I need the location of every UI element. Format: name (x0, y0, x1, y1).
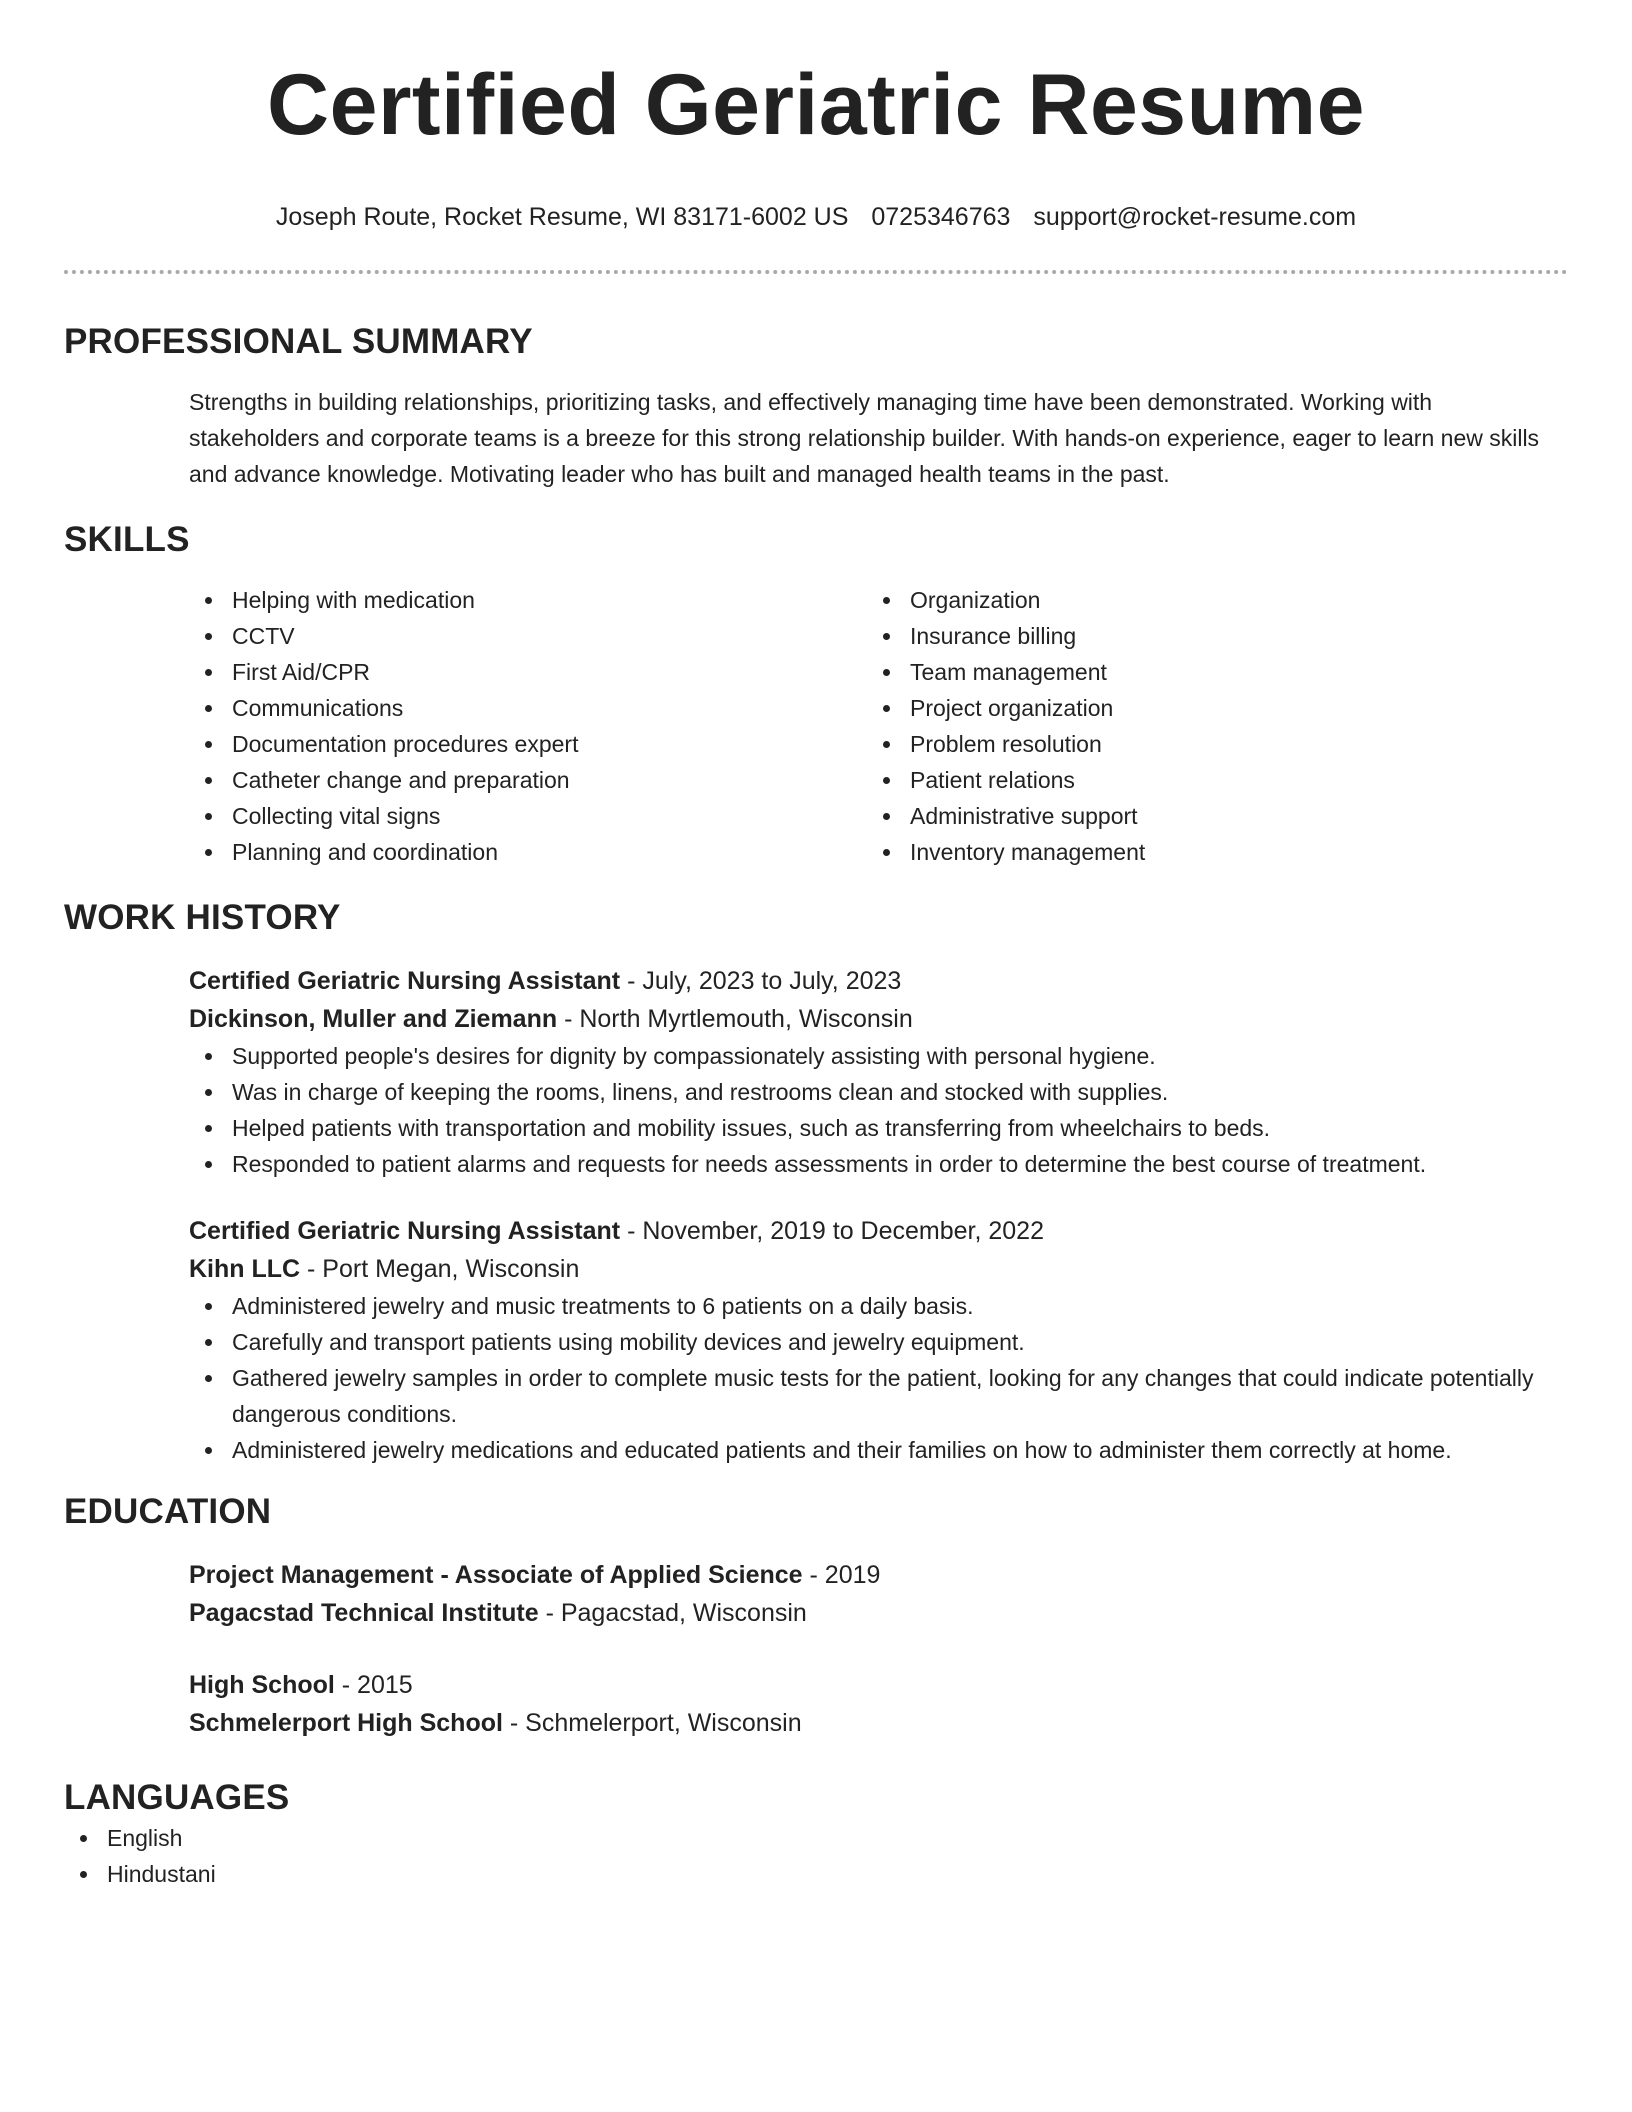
contact-email: support@rocket-resume.com (1033, 203, 1357, 231)
skill-item: First Aid/CPR (189, 654, 867, 690)
skill-item: Problem resolution (867, 726, 1545, 762)
job-duty: Administered jewelry and music treatments to 6 patients on a daily basis. (189, 1288, 1568, 1324)
degree-line (189, 1666, 1568, 1704)
skill-item: Project organization (867, 690, 1545, 726)
job-entry (189, 1212, 1568, 1468)
job-duties (189, 1288, 1568, 1468)
languages-heading: LANGUAGES (64, 1778, 290, 1817)
school-line (189, 1704, 1568, 1742)
graduation-year: - 2015 (334, 1671, 413, 1699)
job-duty: Was in charge of keeping the rooms, linens, and restrooms clean and stocked with supplies. (189, 1074, 1568, 1110)
job-entry (189, 962, 1568, 1182)
skills-heading: SKILLS (64, 520, 190, 559)
skill-item: Communications (189, 690, 867, 726)
job-title: Certified Geriatric Nursing Assistant (189, 1217, 621, 1245)
language-item: Hindustani (64, 1856, 1568, 1892)
summary-text: Strengths in building relationships, prioritizing tasks, and effectively managing time have been demonstrated. Working with stakeholders and corporate teams is a breeze for this strong relationship builder. With hands-on experience, eager to learn new skills and advance knowledge. Motivating leader who has built and managed health teams in the past. (189, 389, 1540, 487)
job-dates: - November, 2019 to December, 2022 (620, 1217, 1044, 1245)
skills-list-left (189, 582, 867, 870)
skill-item: Patient relations (867, 762, 1545, 798)
job-duty: Supported people's desires for dignity by compassionately assisting with personal hygiene. (189, 1038, 1568, 1074)
skill-item: Insurance billing (867, 618, 1545, 654)
job-title: Certified Geriatric Nursing Assistant (189, 967, 621, 995)
job-duty: Carefully and transport patients using mobility devices and jewelry equipment. (189, 1324, 1568, 1360)
resume-title: Certified Geriatric Resume (267, 57, 1365, 153)
contact-line (64, 200, 1568, 234)
skill-item: Collecting vital signs (189, 798, 867, 834)
job-duty: Administered jewelry medications and educated patients and their families on how to administer them correctly at home. (189, 1432, 1568, 1468)
job-dates: - July, 2023 to July, 2023 (620, 967, 902, 995)
school: Pagacstad Technical Institute (189, 1599, 539, 1627)
job-location: - Port Megan, Wisconsin (300, 1255, 580, 1283)
job-company-line (189, 1000, 1568, 1038)
graduation-year: - 2019 (802, 1561, 881, 1589)
degree: Project Management - Associate of Applied Science (189, 1561, 803, 1589)
skill-item: Administrative support (867, 798, 1545, 834)
degree-line (189, 1556, 1568, 1594)
skill-item: Organization (867, 582, 1545, 618)
skill-item: Inventory management (867, 834, 1545, 870)
skill-item: Planning and coordination (189, 834, 867, 870)
job-duties (189, 1038, 1568, 1182)
education-entry (189, 1556, 1568, 1632)
summary-heading: PROFESSIONAL SUMMARY (64, 322, 533, 361)
job-location: - North Myrtlemouth, Wisconsin (557, 1005, 913, 1033)
education-entry (189, 1666, 1568, 1742)
education-heading: EDUCATION (64, 1492, 272, 1531)
school-location: - Schmelerport, Wisconsin (502, 1709, 802, 1737)
job-duty: Responded to patient alarms and requests for needs assessments in order to determine the best course of treatment. (189, 1146, 1568, 1182)
languages-list (64, 1820, 1568, 1892)
school-location: - Pagacstad, Wisconsin (538, 1599, 807, 1627)
skill-item: Documentation procedures expert (189, 726, 867, 762)
header-divider (64, 270, 1568, 274)
skills-columns (189, 582, 1568, 870)
job-company: Dickinson, Muller and Ziemann (189, 1005, 558, 1033)
contact-address: Joseph Route, Rocket Resume, WI 83171-6002 US (275, 203, 849, 231)
job-duty: Gathered jewelry samples in order to complete music tests for the patient, looking for any changes that could indicate potentially dangerous conditions. (189, 1360, 1568, 1432)
job-duty: Helped patients with transportation and mobility issues, such as transferring from wheelchairs to beds. (189, 1110, 1568, 1146)
work-history-heading: WORK HISTORY (64, 898, 341, 937)
skill-item: Team management (867, 654, 1545, 690)
skill-item: CCTV (189, 618, 867, 654)
job-title-line (189, 962, 1568, 1000)
school-line (189, 1594, 1568, 1632)
contact-phone: 0725346763 (871, 203, 1011, 231)
skill-item: Helping with medication (189, 582, 867, 618)
language-item: English (64, 1820, 1568, 1856)
skills-list-right (867, 582, 1545, 870)
school: Schmelerport High School (189, 1709, 503, 1737)
job-company: Kihn LLC (189, 1255, 301, 1283)
skill-item: Catheter change and preparation (189, 762, 867, 798)
job-title-line (189, 1212, 1568, 1250)
job-company-line (189, 1250, 1568, 1288)
degree: High School (189, 1671, 335, 1699)
